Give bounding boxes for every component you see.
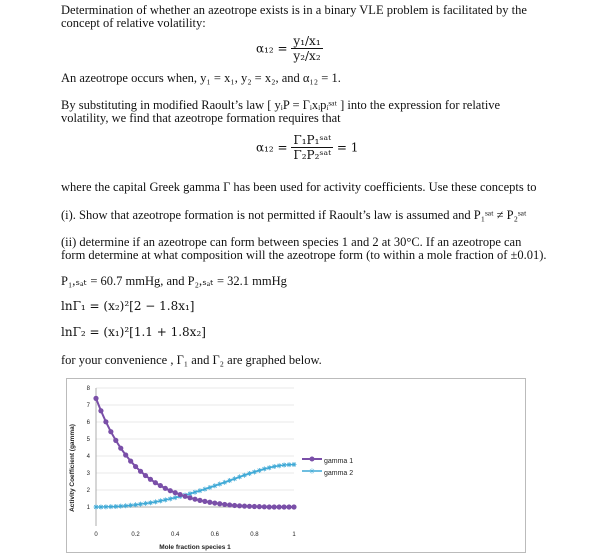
series-gamma-1-point — [128, 459, 133, 464]
raoult-line-2: volatility, we find that azeotrope formation requires that — [61, 111, 341, 125]
series-gamma-1-point — [217, 501, 222, 506]
series-gamma-1-point — [153, 480, 158, 485]
psat-values: P₁,ₛₐₜ = 60.7 mmHg, and P₂,ₛₐₜ = 32.1 mmHg — [61, 274, 287, 288]
series-gamma-1-point — [277, 504, 282, 509]
series-gamma-2-point — [168, 496, 173, 501]
series-gamma-1-point — [187, 495, 192, 500]
series-gamma-1-point — [138, 469, 143, 474]
series-gamma-2-point — [98, 505, 103, 510]
eq2-fraction — [291, 133, 333, 162]
legend-gamma-1 — [302, 455, 353, 465]
chart-svg — [66, 378, 526, 553]
series-gamma-2-point — [153, 499, 158, 504]
series-gamma-2-point — [193, 490, 198, 495]
series-gamma-2-point — [277, 463, 282, 468]
series-gamma-1-point — [163, 486, 168, 491]
series-gamma-2-point — [118, 504, 123, 509]
series-gamma-1-point — [237, 503, 242, 508]
eq2-lhs: α₁₂ = — [256, 140, 288, 155]
series-gamma-2-point — [247, 471, 252, 476]
relative-volatility-equation — [256, 34, 323, 63]
activity-coefficient-chart — [66, 378, 526, 553]
eq2-denominator: Γ₂P₂ˢᵃᵗ — [293, 148, 332, 162]
series-gamma-2-point — [237, 474, 242, 479]
series-gamma-2-point — [222, 480, 227, 485]
series-gamma-2-point — [292, 462, 297, 467]
series-gamma-1-point — [143, 473, 148, 478]
series-gamma-1-point — [227, 502, 232, 507]
series-gamma-1-point — [103, 419, 108, 424]
chart-x-label: Mole fraction species 1 — [159, 544, 231, 551]
x-tick-label: 0 — [94, 532, 98, 538]
series-gamma-2-point — [272, 464, 277, 469]
series-gamma-1-point — [108, 429, 113, 434]
series-gamma-1-point — [207, 500, 212, 505]
series-gamma-2-point — [113, 504, 118, 509]
series-gamma-1-point — [247, 504, 252, 509]
gamma-note: where the capital Greek gamma Γ has been used for activity coefficients. Use these concepts to — [61, 180, 537, 194]
series-gamma-2-point — [257, 468, 262, 473]
part-i: (i). Show that azeotrope formation is not permitted if Raoult’s law is assumed and P₁ˢᵃᵗ ≠ P₂ˢᵃᵗ — [61, 208, 527, 222]
part-ii-line-1: (ii) determine if an azeotrope can form between species 1 and 2 at 30°C. If an azeotrope can — [61, 235, 522, 249]
series-gamma-2-point — [217, 482, 222, 487]
series-gamma-1-point — [118, 446, 123, 451]
legend-gamma-1-label: gamma 1 — [323, 458, 354, 465]
azeotrope-condition: An azeotrope occurs when, y₁ = x₁, y₂ = x₂, and α₁₂ = 1. — [61, 71, 341, 85]
x-tick-label: 0.2 — [131, 532, 140, 538]
series-gamma-1-point — [158, 483, 163, 488]
eq1-lhs: α₁₂ = — [256, 41, 288, 56]
svg-text:✳: ✳ — [308, 467, 316, 475]
series-gamma-2-point — [148, 500, 153, 505]
series-gamma-2-point — [227, 478, 232, 483]
y-tick-label: 1 — [86, 505, 90, 511]
series-gamma-2-point — [133, 502, 138, 507]
eq1-fraction — [291, 34, 322, 63]
intro-line-1: Determination of whether an azeotrope exists is in a binary VLE problem is facilitated by the — [61, 3, 527, 17]
series-gamma-2-point — [282, 463, 287, 468]
ln-gamma-1-equation: lnΓ₁ = (x₂)²[2 − 1.8x₁] — [61, 299, 195, 313]
series-gamma-1-point — [212, 500, 217, 505]
series-gamma-2-point — [287, 462, 292, 467]
series-gamma-2-point — [212, 483, 217, 488]
y-tick-label: 7 — [86, 403, 90, 409]
series-gamma-1-point — [173, 490, 178, 495]
series-gamma-2-point — [232, 476, 237, 481]
series-gamma-2-point — [163, 497, 168, 502]
series-gamma-2-point — [197, 488, 202, 493]
series-gamma-1-point — [291, 504, 296, 509]
series-gamma-1-point — [178, 492, 183, 497]
series-gamma-1-point — [93, 396, 98, 401]
y-tick-label: 4 — [86, 454, 90, 460]
series-gamma-2-point — [173, 495, 178, 500]
series-gamma-1-point — [252, 504, 257, 509]
series-gamma-2-point — [262, 466, 267, 471]
series-gamma-1-point — [168, 488, 173, 493]
series-gamma-2-point — [123, 503, 128, 508]
y-tick-label: 8 — [86, 386, 90, 392]
y-tick-label: 6 — [86, 420, 90, 426]
azeotrope-requirement-equation — [256, 133, 358, 162]
series-gamma-1-point — [222, 502, 227, 507]
series-gamma-1-point — [286, 504, 291, 509]
series-gamma-2-point — [108, 504, 113, 509]
y-tick-label: 3 — [86, 471, 90, 477]
series-gamma-2-point — [207, 485, 212, 490]
series-gamma-1-point — [148, 477, 153, 482]
eq1-numerator: y₁/x₁ — [293, 34, 321, 48]
series-gamma-1-point — [232, 503, 237, 508]
legend-gamma-2 — [302, 467, 353, 477]
series-gamma-1-point — [98, 408, 103, 413]
x-tick-label: 0.8 — [250, 532, 259, 538]
series-gamma-1-point — [197, 498, 202, 503]
series-gamma-2-point — [138, 502, 143, 507]
series-gamma-2-point — [128, 503, 133, 508]
series-gamma-2-point — [158, 498, 163, 503]
series-gamma-2-point — [242, 473, 247, 478]
x-tick-label: 1 — [292, 532, 296, 538]
series-gamma-1-point — [262, 504, 267, 509]
series-gamma-1-point — [267, 504, 272, 509]
series-gamma-2-point — [143, 501, 148, 506]
legend-gamma-2-label: gamma 2 — [323, 470, 354, 477]
series-gamma-2-point — [103, 504, 108, 509]
series-gamma-1-point — [123, 452, 128, 457]
series-gamma-1-point — [202, 499, 207, 504]
series-gamma-2-point — [252, 469, 257, 474]
series-gamma-1-point — [282, 504, 287, 509]
y-tick-label: 2 — [86, 488, 90, 494]
part-ii-line-2: form determine at what composition will the azeotrope form (to within a mole fraction of ±0.01). — [61, 248, 547, 262]
series-gamma-1-point — [133, 464, 138, 469]
eq1-denominator: y₂/x₂ — [293, 49, 321, 63]
series-gamma-1-point — [272, 504, 277, 509]
x-tick-label: 0.6 — [210, 532, 219, 538]
ln-gamma-2-equation: lnΓ₂ = (x₁)²[1.1 + 1.8x₂] — [61, 325, 206, 339]
series-gamma-1-point — [183, 494, 188, 499]
eq2-numerator: Γ₁P₁ˢᵃᵗ — [293, 133, 332, 147]
y-tick-label: 5 — [86, 437, 90, 443]
chart-y-label: Activity Coefficient (gamma) — [69, 424, 76, 512]
convenience-note: for your convenience , Γ₁ and Γ₂ are graphed below. — [61, 353, 322, 367]
series-gamma-1-point — [113, 438, 118, 443]
raoult-line-1: By substituting in modified Raoult’s law [ yᵢP = Γᵢxᵢpᵢˢᵃᵗ ] into the expression for relative — [61, 98, 501, 112]
intro-line-2: concept of relative volatility: — [61, 16, 206, 30]
series-gamma-1-point — [257, 504, 262, 509]
series-gamma-2-point — [94, 505, 99, 510]
series-gamma-2-point — [267, 465, 272, 470]
eq2-rhs: = 1 — [336, 140, 359, 155]
x-tick-label: 0.4 — [171, 532, 180, 538]
series-gamma-1-point — [242, 504, 247, 509]
legend-gamma-1-marker — [302, 455, 322, 463]
legend-gamma-2-marker — [302, 467, 322, 475]
series-gamma-2-point — [202, 487, 207, 492]
series-gamma-1-point — [192, 497, 197, 502]
